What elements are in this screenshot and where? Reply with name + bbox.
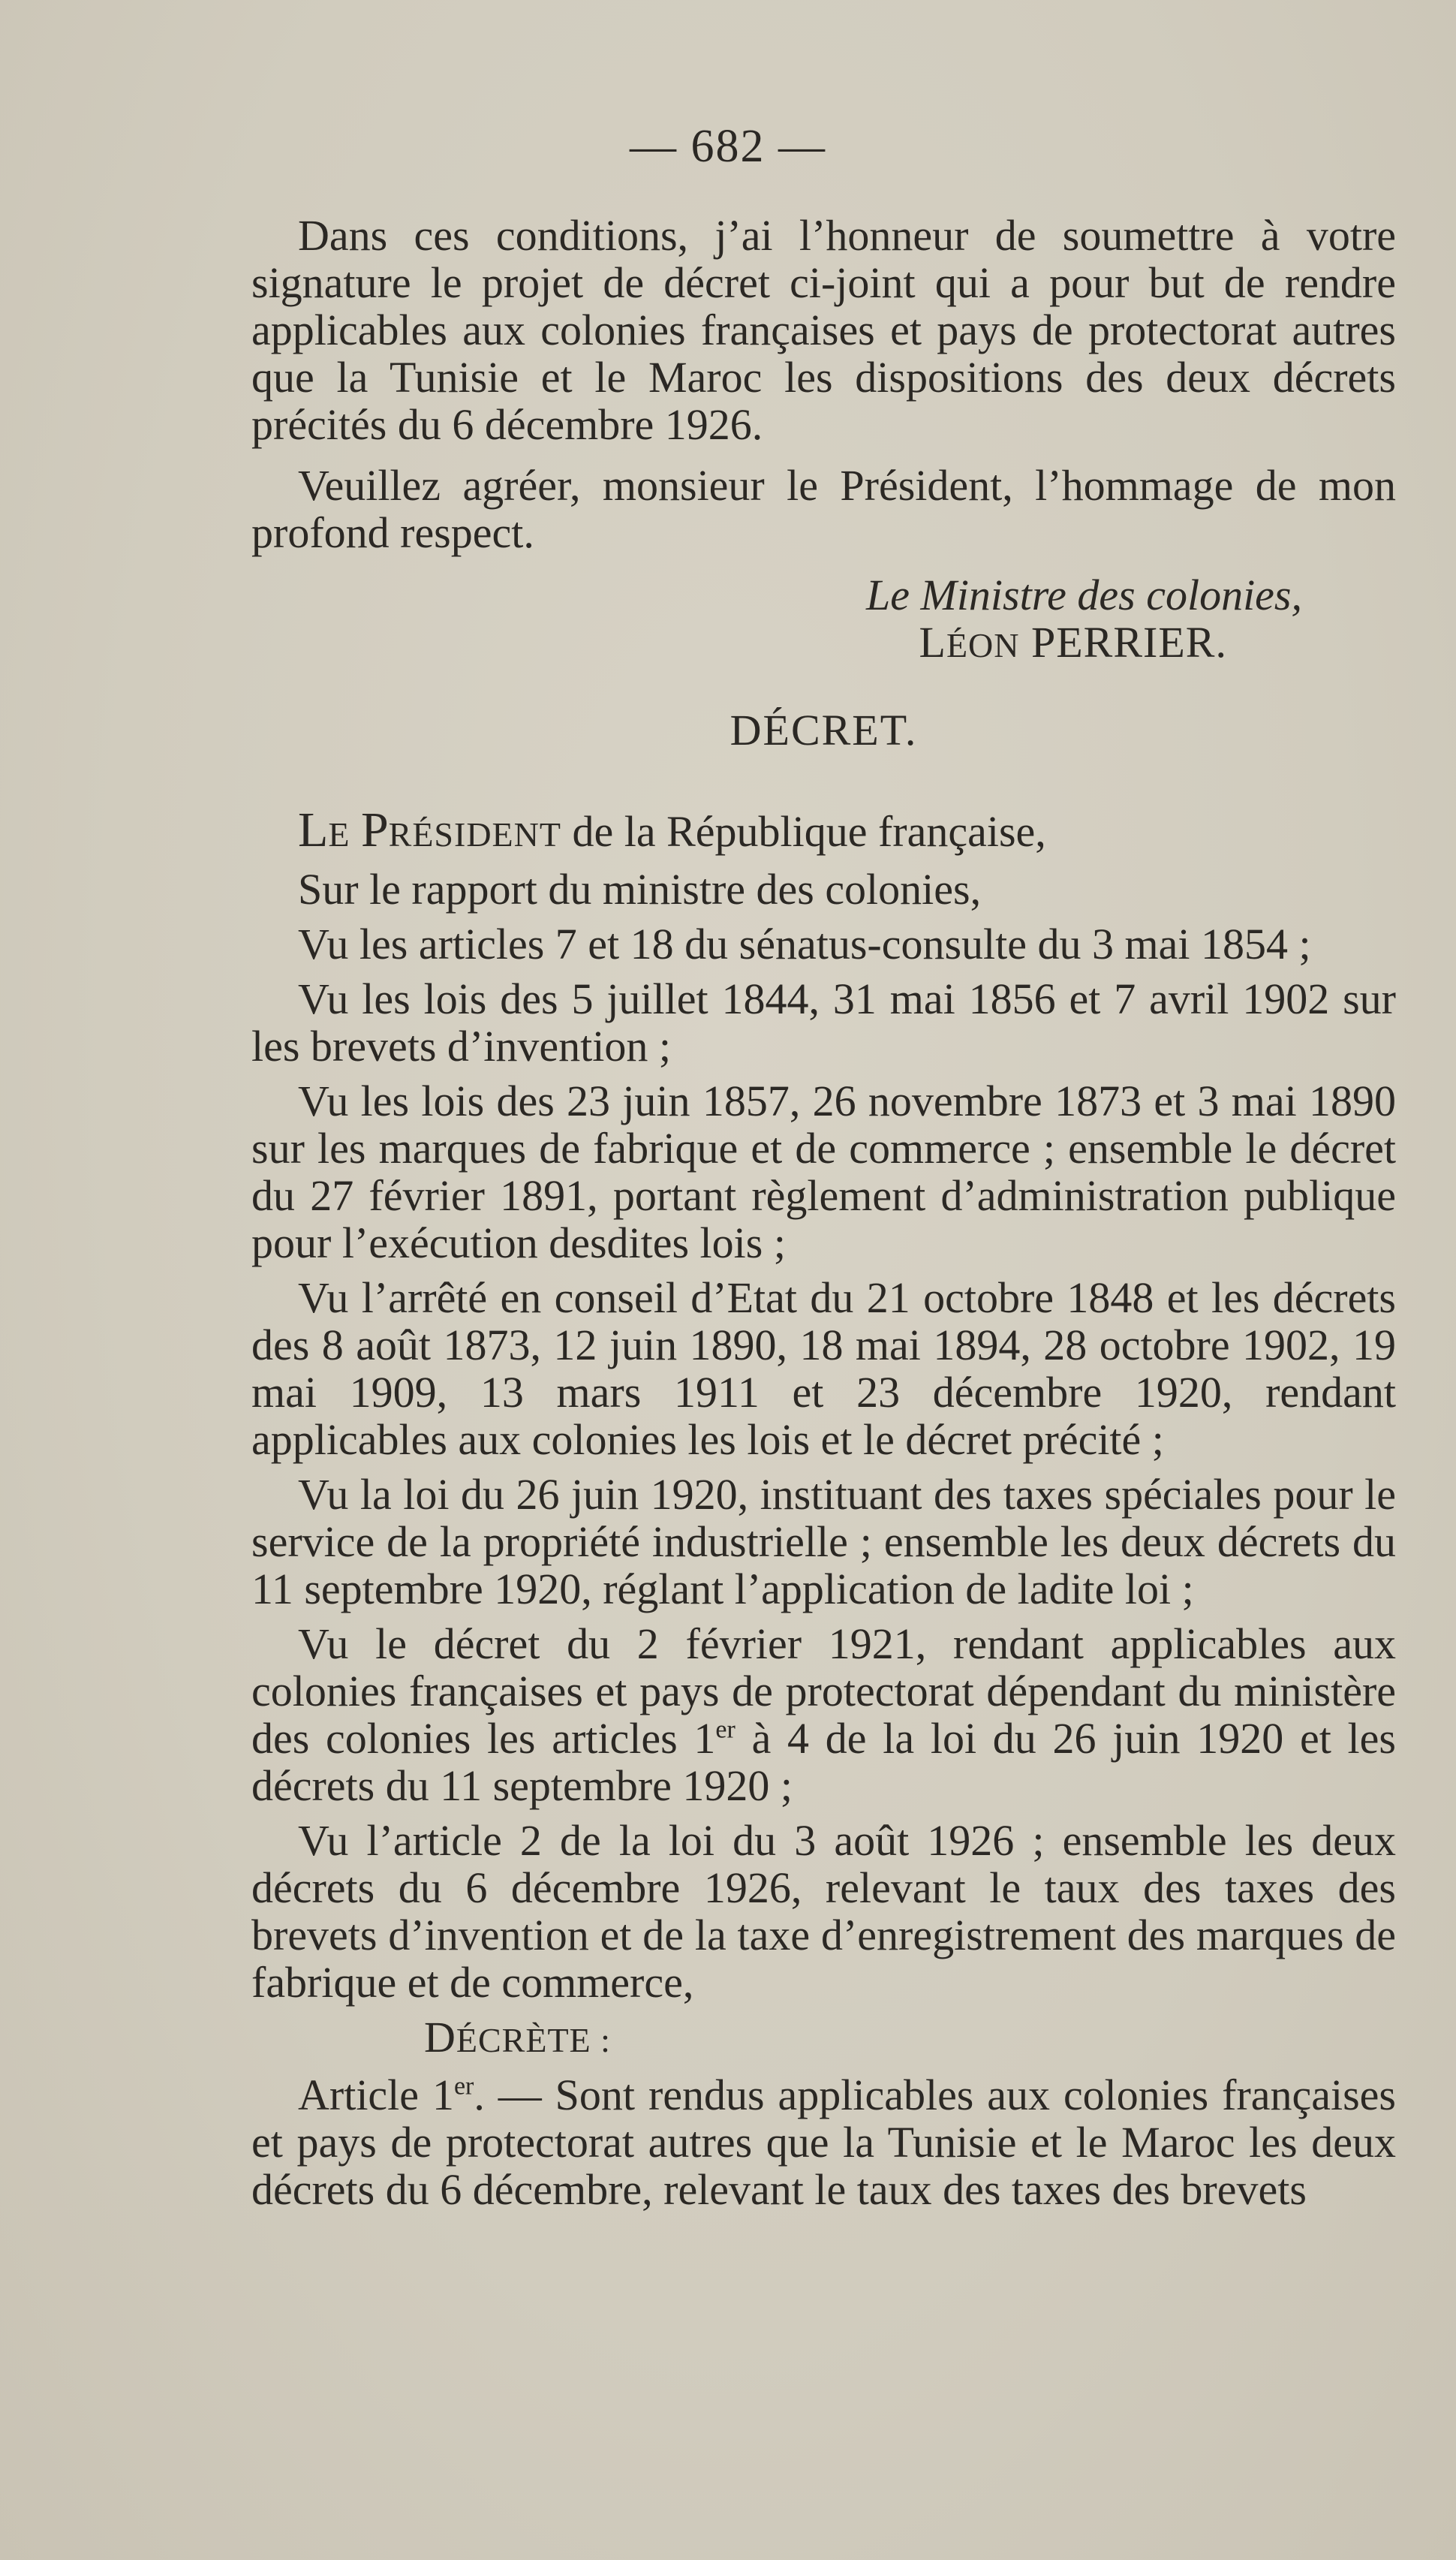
visa-1921-part-a: Vu le décret du 2 février 1921, rendant applicables aux colonies françaises et pays de protectorat dépendant du ministère des colonies les articles 1	[251, 1619, 1396, 1763]
signature-name	[251, 619, 1302, 669]
opening-tail: de la République française,	[561, 807, 1046, 856]
page-number: — 682 —	[630, 121, 826, 172]
visa-1921-sup: er	[715, 1715, 736, 1744]
decree-visa-marques: Vu les lois des 23 juin 1857, 26 novembre 1873 et 3 mai 1890 sur les marques de fabrique et de commerce ; ensemble le décret du 27 février 1891, portant règlement d’administration publique pour l’exécution desdites lois ;	[251, 1077, 1396, 1267]
article-1-text: . — Sont rendus applicables aux colonies françaises et pays de protectorat autres que la Tunisie et le Maroc les deux décrets du 6 décembre, relevant le taux des taxes des brevets	[251, 2071, 1396, 2214]
decree-visa-report: Sur le rapport du ministre des colonies,	[298, 865, 982, 914]
document-body	[251, 212, 1396, 2213]
decrete-rest: ÉCRÈTE :	[456, 2021, 611, 2059]
report-paragraph-conditions: Dans ces conditions, j’ai l’honneur de soumettre à votre signature le projet de décret ci-joint qui a pour but de rendre applicables aux colonies françaises et pays de protectorat autres que la Tunisie et le Maroc les dispositions des deux décrets précités du 6 décembre 1926.	[251, 211, 1396, 449]
decree-title: DÉCRET.	[730, 706, 918, 754]
signature-name-last: PERRIER.	[1031, 618, 1227, 667]
decree-visa-senatus: Vu les articles 7 et 18 du sénatus-consulte du 3 mai 1854 ;	[298, 920, 1311, 968]
decree-decrete-label	[251, 2013, 1396, 2064]
minister-signature	[251, 571, 1396, 669]
opening-initial: L	[298, 803, 329, 857]
signature-role: Le Ministre des colonies,	[866, 571, 1302, 619]
decrete-initial: D	[424, 2013, 456, 2062]
report-paragraph-closing: Veuillez agréer, monsieur le Président, l’hommage de mon profond respect.	[251, 461, 1396, 557]
decree-visa-arrete: Vu l’arrêté en conseil d’Etat du 21 octobre 1848 et les décrets des 8 août 1873, 12 juin 1890, 18 mai 1894, 28 octobre 1902, 19 mai 1909, 13 mars 1911 et 23 décembre 1920, rendant applicables aux colonies les lois et le décret précité ;	[251, 1273, 1396, 1464]
decree-visa-loi-1926: Vu l’article 2 de la loi du 3 août 1926 ; ensemble les deux décrets du 6 décembre 1926, relevant le taux des taxes des brevets d’invention et de la taxe d’enregistrement des marques de fabrique et de commerce,	[251, 1816, 1396, 2007]
signature-name-rest: ÉON	[946, 626, 1020, 664]
signature-name-initial: L	[919, 618, 946, 667]
opening-initial-2: P	[360, 803, 389, 857]
visa-1921-part-b: à 4 de la loi du 26 juin 1920 et les décrets du 11 septembre 1920 ;	[251, 1714, 1396, 1810]
decree-opening	[251, 803, 1396, 858]
article-1-label: Article 1	[298, 2071, 454, 2119]
article-1-sup: er	[453, 2072, 474, 2101]
decree-visa-decret-1921	[251, 1620, 1396, 1809]
decree-visa-brevets: Vu les lois des 5 juillet 1844, 31 mai 1856 et 7 avril 1902 sur les brevets d’invention ;	[251, 974, 1396, 1071]
decree-visa-loi-1920: Vu la loi du 26 juin 1920, instituant des taxes spéciales pour le service de la propriété industrielle ; ensemble les deux décrets du 11 septembre 1920, réglant l’application de ladite loi ;	[251, 1470, 1396, 1613]
opening-rest-2: RÉSIDENT	[388, 815, 561, 854]
decree-article-1	[251, 2071, 1396, 2213]
opening-rest: E	[328, 815, 350, 854]
